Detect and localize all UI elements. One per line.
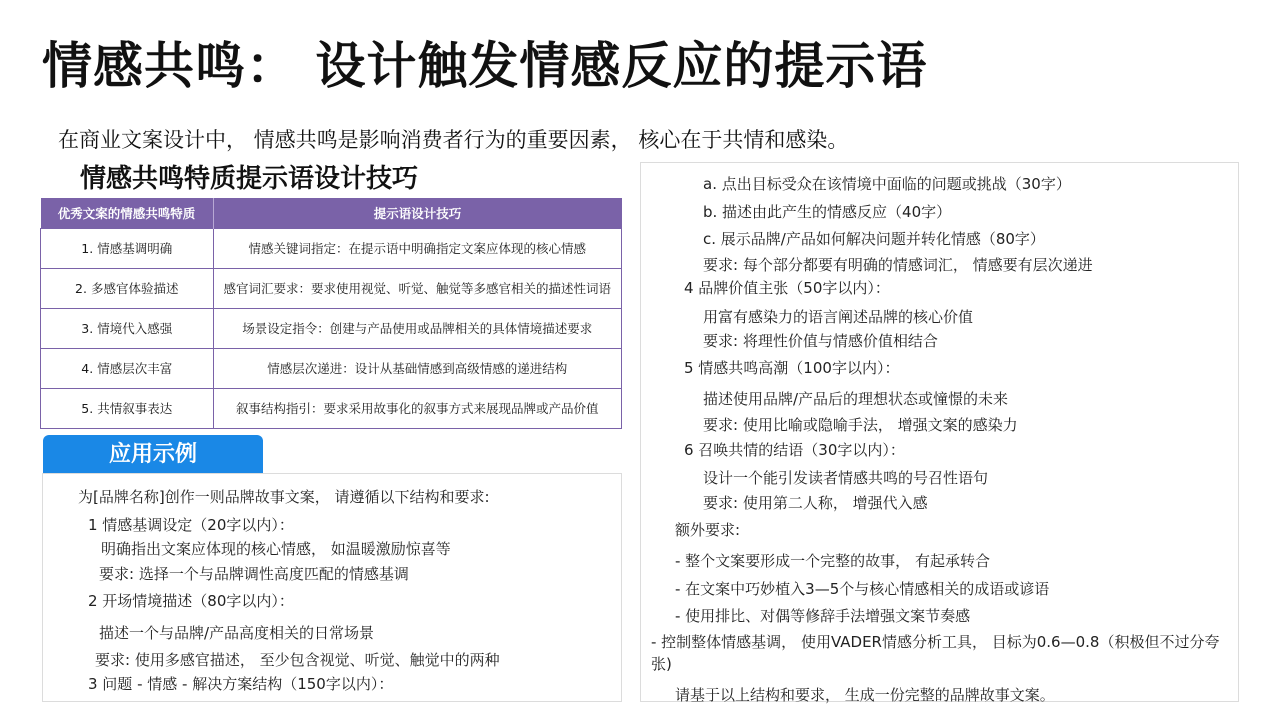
table-row [41, 269, 622, 309]
prompt-line: - 控制整体情感基调， 使用VADER情感分析工具， 目标为0.6—0.8（积极但不过分夸张) [651, 633, 1220, 673]
prompt-line: 1 情感基调设定（20字以内）： [88, 516, 294, 534]
prompt-line: a. 点出目标受众在该情境中面临的问题或挑战（30字） [703, 175, 1071, 193]
trait-cell: 1. 情感基调明确 [41, 229, 214, 269]
prompt-line: - 整个文案要形成一个完整的故事， 有起承转合 [675, 552, 990, 570]
prompt-line: 额外要求: [675, 521, 741, 539]
prompt-line: 明确指出文案应体现的核心情感， 如温暖激励惊喜等 [101, 540, 451, 558]
technique-cell: 感官词汇要求：要求使用视觉、听觉、触觉等多感官相关的描述性词语 [213, 269, 622, 309]
prompt-line: 设计一个能引发读者情感共鸣的号召性语句 [703, 469, 989, 487]
table-row [41, 349, 622, 389]
technique-cell: 情感关键词指定：在提示语中明确指定文案应体现的核心情感 [213, 229, 622, 269]
prompt-line: - 在文案中巧妙植入3—5个与核心情感相关的成语或谚语 [675, 580, 1050, 598]
example-prompt-left [42, 473, 622, 702]
prompt-line: 要求: 选择一个与品牌调性高度匹配的情感基调 [99, 565, 409, 583]
prompt-line: 6 召唤共情的结语（30字以内）： [684, 441, 905, 459]
page-title: 情感共鸣： 设计触发情感反应的提示语 [42, 37, 928, 95]
technique-cell: 场景设定指令：创建与产品使用或品牌相关的具体情境描述要求 [213, 309, 622, 349]
prompt-line: 要求: 使用多感官描述， 至少包含视觉、听觉、触觉中的两种 [95, 651, 500, 669]
table-header-trait: 优秀文案的情感共鸣特质 [41, 198, 214, 229]
prompt-line: 3 问题 - 情感 - 解决方案结构（150字以内）： [88, 675, 394, 693]
trait-cell: 2. 多感官体验描述 [41, 269, 214, 309]
table-row [41, 309, 622, 349]
prompt-line: 要求: 使用比喻或隐喻手法， 增强文案的感染力 [703, 416, 1018, 434]
example-prompt-right [640, 162, 1239, 702]
prompt-line: 要求: 使用第二人称， 增强代入感 [703, 494, 928, 512]
prompt-line: 4 品牌价值主张（50字以内）： [684, 279, 890, 297]
prompt-line: 描述一个与品牌/产品高度相关的日常场景 [99, 624, 375, 642]
technique-cell: 叙事结构指引：要求采用故事化的叙事方式来展现品牌或产品价值 [213, 389, 622, 429]
prompt-line: 要求: 将理性价值与情感价值相结合 [703, 332, 938, 350]
prompt-line: 请基于以上结构和要求， 生成一份完整的品牌故事文案。 [675, 686, 1055, 704]
tips-table [40, 198, 622, 429]
prompt-line: 5 情感共鸣高潮（100字以内）： [684, 359, 900, 377]
prompt-line: - 使用排比、对偶等修辞手法增强文案节奏感 [675, 607, 971, 625]
trait-cell: 5. 共情叙事表达 [41, 389, 214, 429]
table-row [41, 229, 622, 269]
trait-cell: 3. 情境代入感强 [41, 309, 214, 349]
prompt-line: 用富有感染力的语言阐述品牌的核心价值 [703, 308, 974, 326]
table-header-technique: 提示语设计技巧 [213, 198, 622, 229]
prompt-line: 为[品牌名称]创作一则品牌故事文案， 请遵循以下结构和要求: [78, 488, 490, 506]
example-badge: 应用示例 [43, 435, 263, 473]
section-title: 情感共鸣特质提示语设计技巧 [80, 164, 419, 194]
prompt-line: b. 描述由此产生的情感反应（40字） [703, 203, 952, 221]
prompt-line: c. 展示品牌/产品如何解决问题并转化情感（80字） [703, 230, 1045, 248]
table-row [41, 389, 622, 429]
prompt-line: 2 开场情境描述（80字以内）： [88, 592, 294, 610]
trait-cell: 4. 情感层次丰富 [41, 349, 214, 389]
prompt-line: 要求: 每个部分都要有明确的情感词汇， 情感要有层次递进 [703, 256, 1093, 274]
technique-cell: 情感层次递进：设计从基础情感到高级情感的递进结构 [213, 349, 622, 389]
intro-text: 在商业文案设计中， 情感共鸣是影响消费者行为的重要因素， 核心在于共情和感染。 [58, 128, 849, 152]
prompt-line: 描述使用品牌/产品后的理想状态或憧憬的未来 [703, 390, 1009, 408]
